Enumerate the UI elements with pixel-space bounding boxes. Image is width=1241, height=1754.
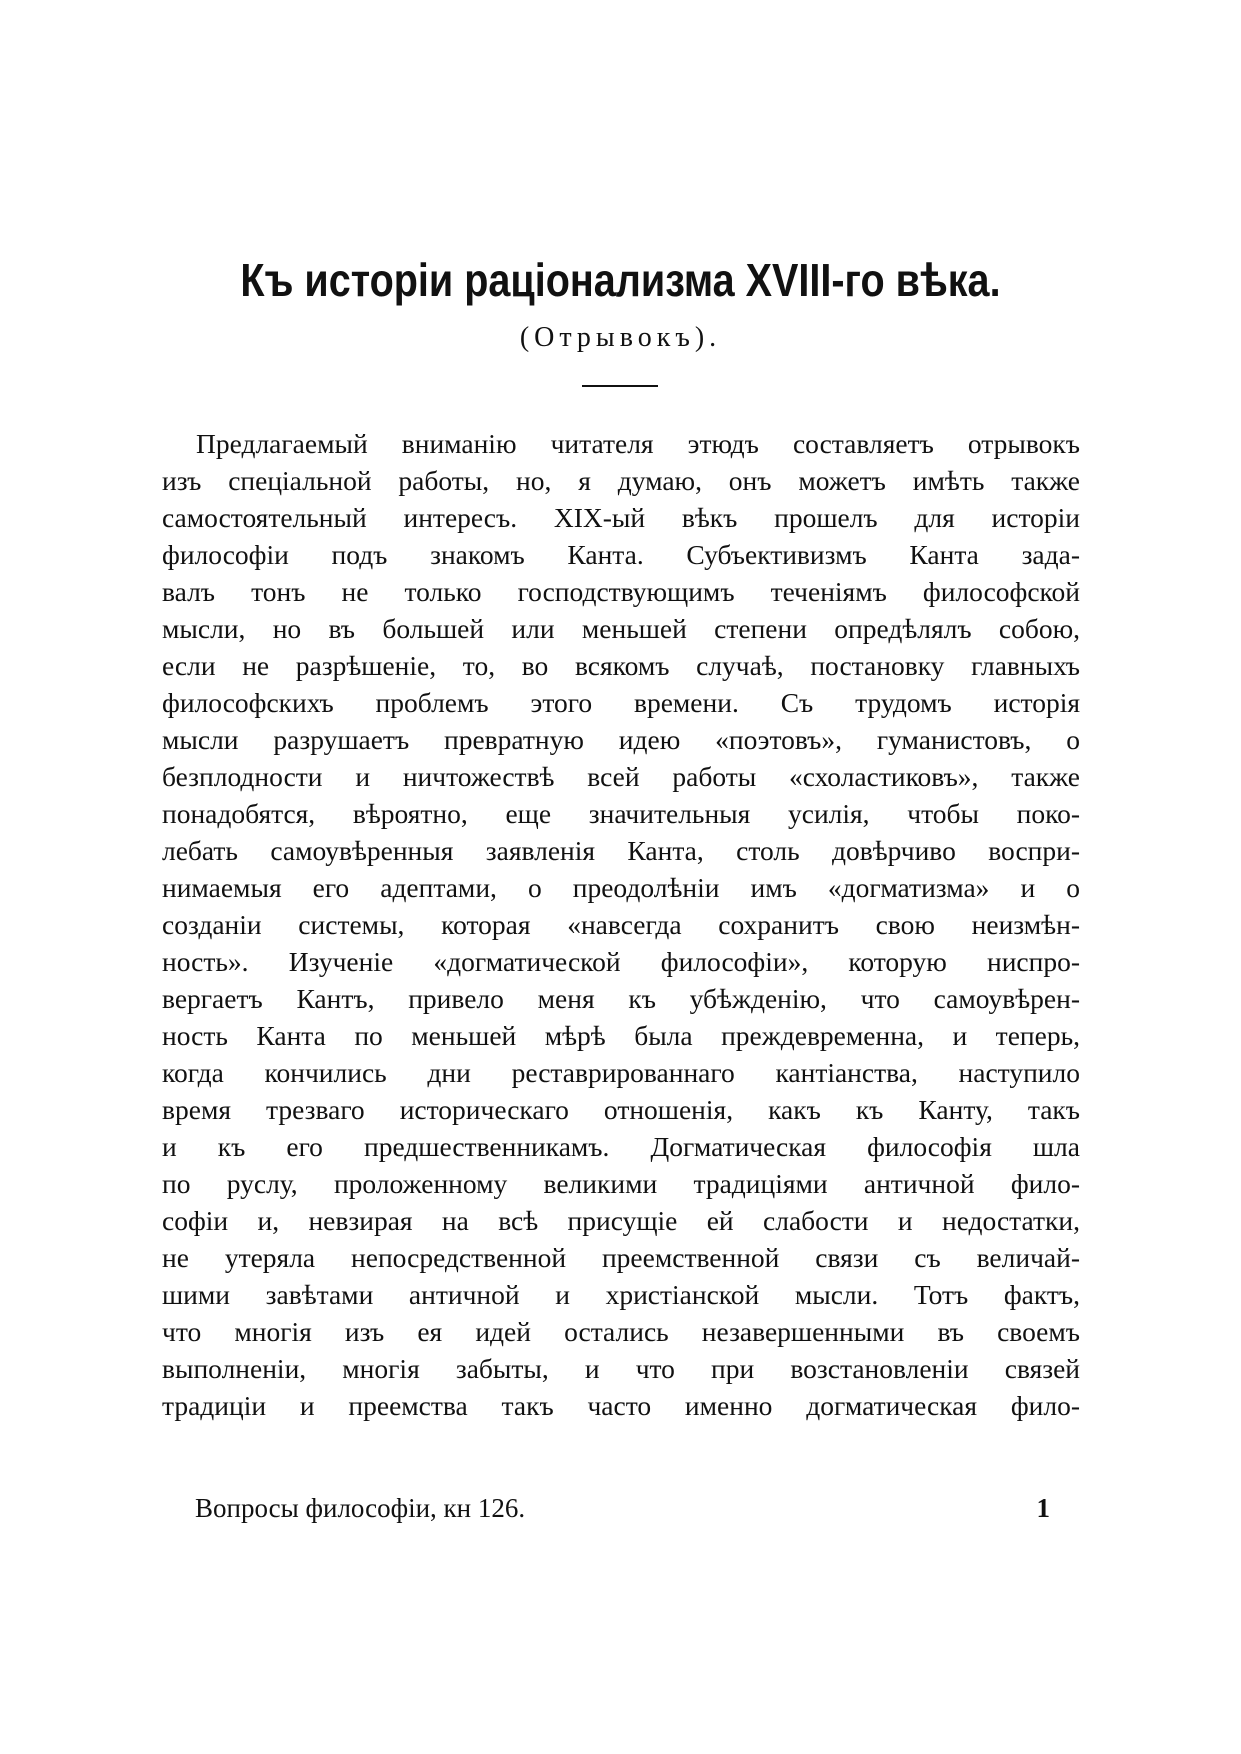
text-line: софіи и, невзирая на всѣ присущіе ей слабости и недостатки, bbox=[162, 1205, 1080, 1236]
text-line: ность». Изученіе «догматической философіи», которую ниспро- bbox=[162, 946, 1080, 977]
text-line: Предлагаемый вниманію читателя этюдъ составляетъ отрывокъ bbox=[196, 428, 1080, 459]
text-line: философскихъ проблемъ этого времени. Съ трудомъ исторія bbox=[162, 687, 1080, 718]
text-line: философіи подъ знакомъ Канта. Субъективизмъ Канта зада- bbox=[162, 539, 1080, 570]
text-line: если не разрѣшеніе, то, во всякомъ случаѣ, постановку главныхъ bbox=[162, 650, 1080, 681]
text-line: лебать самоувѣренныя заявленія Канта, столь довѣрчиво воспри- bbox=[162, 835, 1080, 866]
text-line: нимаемыя его адептами, о преодолѣніи имъ «догматизма» и о bbox=[162, 872, 1080, 903]
text-line: созданіи системы, которая «навсегда сохранитъ свою неизмѣн- bbox=[162, 909, 1080, 940]
text-line: валъ тонъ не только господствующимъ теченіямъ философской bbox=[162, 576, 1080, 607]
text-line: мысли разрушаетъ превратную идею «поэтовъ», гуманистовъ, о bbox=[162, 724, 1080, 755]
text-line: выполненіи, многія забыты, и что при возстановленіи связей bbox=[162, 1353, 1080, 1384]
text-line: изъ спеціальной работы, но, я думаю, онъ можетъ имѣть также bbox=[162, 465, 1080, 496]
text-line: безплодности и ничтожествѣ всей работы «схоластиковъ», также bbox=[162, 761, 1080, 792]
journal-signature: Вопросы философіи, кн 126. bbox=[195, 1493, 526, 1523]
text-line: понадобятся, вѣроятно, еще значительныя усилія, чтобы поко- bbox=[162, 798, 1080, 829]
page-footer bbox=[195, 1490, 1050, 1526]
text-line: ность Канта по меньшей мѣрѣ была преждевременна, и теперь, bbox=[162, 1020, 1080, 1051]
article-title: Къ исторіи раціонализма XVIII-го вѣка. bbox=[240, 254, 1001, 306]
text-line: и къ его предшественникамъ. Догматическая философія шла bbox=[162, 1131, 1080, 1162]
text-line: мысли, но въ большей или меньшей степени опредѣлялъ собою, bbox=[162, 613, 1080, 644]
text-line: традиціи и преемства такъ часто именно догматическая фило- bbox=[162, 1390, 1080, 1421]
text-line: когда кончились дни реставрированнаго кантіанства, наступило bbox=[162, 1057, 1080, 1088]
text-line: по руслу, проложенному великими традиціями античной фило- bbox=[162, 1168, 1080, 1199]
text-line: самостоятельный интересъ. XIX-ый вѣкъ прошелъ для исторіи bbox=[162, 502, 1080, 533]
text-line: что многія изъ ея идей остались незавершенными въ своемъ bbox=[162, 1316, 1080, 1347]
article-body bbox=[162, 425, 1080, 1424]
article-subtitle: (Отрывокъ). bbox=[519, 322, 722, 353]
text-line: шими завѣтами античной и христіанской мысли. Тотъ фактъ, bbox=[162, 1279, 1080, 1310]
title-divider bbox=[582, 385, 658, 387]
text-line: не утеряла непосредственной преемственной связи съ величай- bbox=[162, 1242, 1080, 1273]
text-line: вергаетъ Кантъ, привело меня къ убѣжденію, что самоувѣрен- bbox=[162, 983, 1080, 1014]
text-line: время трезваго историческаго отношенія, какъ къ Канту, такъ bbox=[162, 1094, 1080, 1125]
page-number: 1 bbox=[1036, 1493, 1050, 1523]
